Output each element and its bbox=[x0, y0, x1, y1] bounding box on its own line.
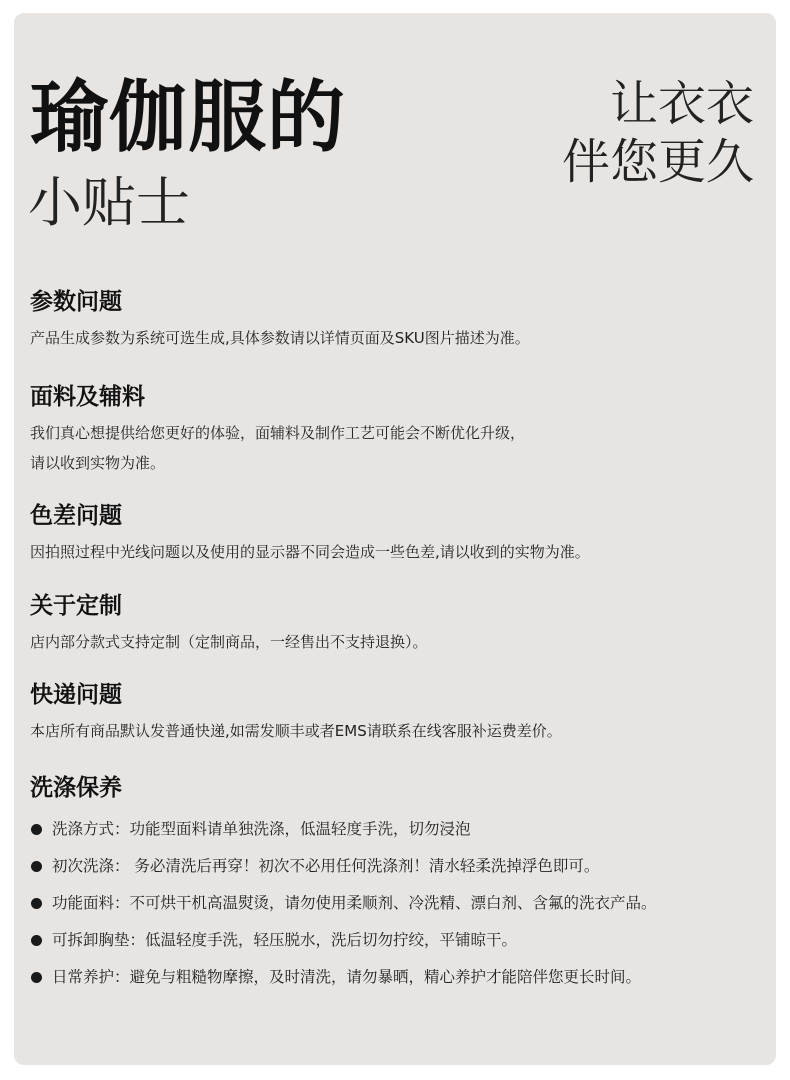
section-text: 请以收到实物为准。 bbox=[30, 454, 166, 472]
list-item bbox=[30, 811, 765, 848]
list-item bbox=[30, 848, 765, 885]
section-fabric bbox=[30, 382, 765, 478]
care-list bbox=[30, 811, 765, 996]
section-text: 因拍照过程中光线问题以及使用的显示器不同会造成一些色差,请以收到的实物为准。 bbox=[30, 543, 590, 561]
page-subtitle: 小贴士 bbox=[28, 171, 190, 234]
section-parameters bbox=[30, 287, 765, 353]
section-heading: 关于定制 bbox=[30, 593, 122, 619]
care-item-text: 功能面料：不可烘干机高温熨烫，请勿使用柔顺剂、冷洗精、漂白剂、含氟的洗衣产品。 bbox=[52, 894, 657, 912]
care-item-text: 可拆卸胸垫：低温轻度手洗，轻压脱水，洗后切勿拧绞，平铺晾干。 bbox=[52, 931, 518, 949]
list-item bbox=[30, 885, 765, 922]
list-item bbox=[30, 959, 765, 996]
section-heading: 色差问题 bbox=[30, 503, 122, 529]
bullet-icon bbox=[31, 861, 42, 872]
section-heading: 参数问题 bbox=[30, 289, 122, 315]
care-item-text: 初次洗涤： 务必清洗后再穿！初次不必用任何洗涤剂！清水轻柔洗掉浮色即可。 bbox=[52, 857, 600, 875]
slogan-line-2: 伴您更久 bbox=[561, 134, 754, 190]
list-item bbox=[30, 922, 765, 959]
section-heading: 洗涤保养 bbox=[30, 775, 122, 801]
slogan-line-1: 让衣衣 bbox=[609, 76, 754, 132]
section-text: 店内部分款式支持定制（定制商品，一经售出不支持退换）。 bbox=[30, 633, 428, 651]
section-text: 本店所有商品默认发普通快递,如需发顺丰或者EMS请联系在线客服补运费差价。 bbox=[30, 722, 562, 740]
page-title: 瑜伽服的 bbox=[30, 73, 347, 163]
section-delivery bbox=[30, 680, 765, 746]
section-heading: 面料及辅料 bbox=[30, 384, 145, 410]
bullet-icon bbox=[31, 898, 42, 909]
section-customization bbox=[30, 591, 765, 657]
bullet-icon bbox=[31, 824, 42, 835]
slogan bbox=[562, 75, 754, 191]
section-heading: 快递问题 bbox=[30, 682, 122, 708]
section-color-difference bbox=[30, 501, 765, 567]
care-item-text: 日常养护：避免与粗糙物摩擦，及时清洗，请勿暴晒，精心养护才能陪伴您更长时间。 bbox=[52, 968, 642, 986]
care-item-text: 洗涤方式：功能型面料请单独洗涤，低温轻度手洗，切勿浸泡 bbox=[52, 820, 471, 838]
section-care bbox=[30, 773, 765, 996]
info-card bbox=[14, 13, 776, 1065]
bullet-icon bbox=[31, 935, 42, 946]
bullet-icon bbox=[31, 972, 42, 983]
section-text: 产品生成参数为系统可选生成,具体参数请以详情页面及SKU图片描述为准。 bbox=[30, 329, 530, 347]
section-text: 我们真心想提供给您更好的体验，面辅料及制作工艺可能会不断优化升级， bbox=[30, 424, 526, 442]
